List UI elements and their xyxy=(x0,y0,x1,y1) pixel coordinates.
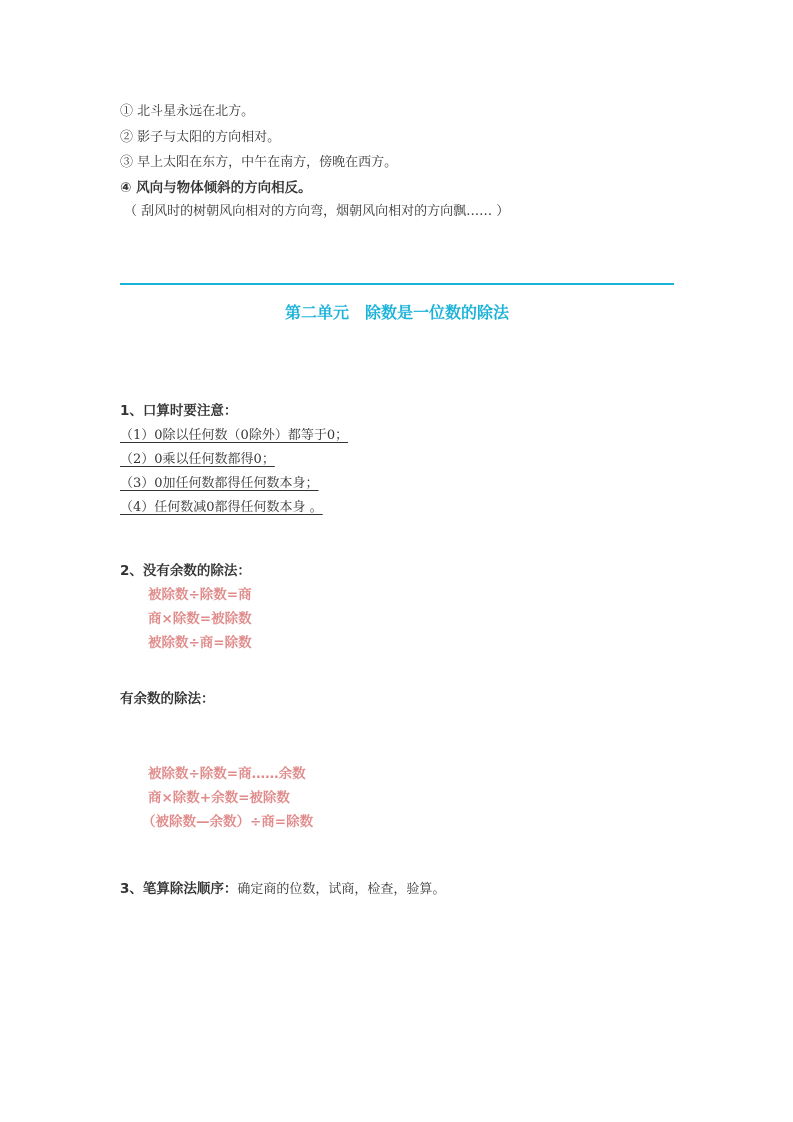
formula-1: 被除数÷除数=商 xyxy=(148,587,252,603)
section3-line xyxy=(120,877,445,897)
formula-3: 被除数÷商=除数 xyxy=(148,635,252,651)
unit-title: 第二单元 除数是一位数的除法 xyxy=(284,303,509,322)
section-divider xyxy=(120,283,674,285)
rule-item-4: （4）任何数减0都得任何数本身 。 xyxy=(120,500,323,515)
fact-1: ① 北斗星永远在北方。 xyxy=(120,104,255,119)
fact-2: ② 影子与太阳的方向相对。 xyxy=(120,130,281,145)
section1-title: 1、口算时要注意： xyxy=(120,403,238,419)
fact-3: ③ 早上太阳在东方，中午在南方，傍晚在西方。 xyxy=(120,155,398,170)
fact-4: ④ 风向与物体倾斜的方向相反。 xyxy=(120,180,312,196)
fact-note: （ 刮风时的树朝风向相对的方向弯，烟朝风向相对的方向飘…… ） xyxy=(124,204,510,219)
remainder-title: 有余数的除法： xyxy=(120,691,215,707)
formula-2: 商×除数=被除数 xyxy=(148,611,252,627)
rule-item-3: （3）0加任何数都得任何数本身； xyxy=(120,476,319,491)
remainder-formula-3: （被除数—余数）÷商=除数 xyxy=(142,814,314,830)
rule-item-2: （2）0乘以任何数都得0； xyxy=(120,452,275,467)
remainder-formula-1: 被除数÷除数=商……余数 xyxy=(148,766,306,782)
section3-title: 3、笔算除法顺序： xyxy=(120,881,238,897)
section2-title: 2、没有余数的除法： xyxy=(120,563,251,579)
section3-text: 确定商的位数，试商，检查，验算。 xyxy=(237,882,446,897)
remainder-formula-2: 商×除数+余数=被除数 xyxy=(148,790,290,806)
rule-item-1: （1）0除以任何数（0除外）都等于0； xyxy=(120,428,349,443)
